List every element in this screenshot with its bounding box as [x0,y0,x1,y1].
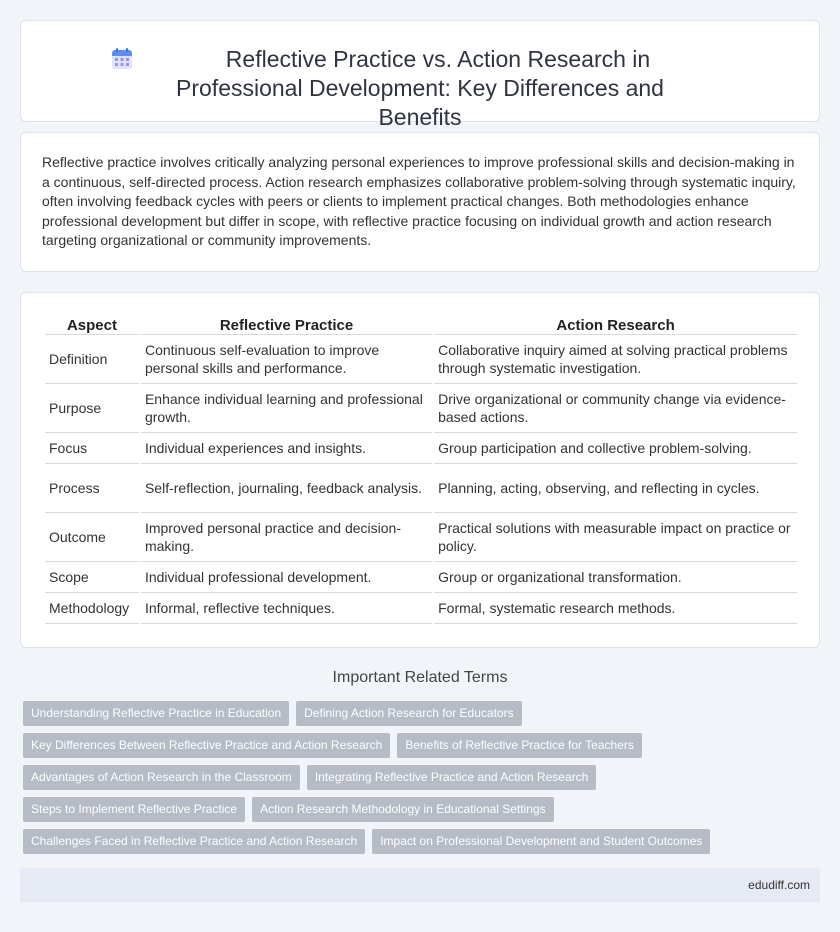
row-action: Practical solutions with measurable impact on practice or policy. [434,513,797,562]
row-reflective: Improved personal practice and decision-making. [141,513,432,562]
header-aspect: Aspect [45,315,139,335]
row-reflective: Individual experiences and insights. [141,433,432,464]
page-title: Reflective Practice vs. Action Research in Professional Development: Key Differences and Benefits [176,46,664,130]
row-reflective: Self-reflection, journaling, feedback analysis. [141,464,432,513]
table-row [45,384,797,433]
related-term-link[interactable]: Impact on Professional Development and Student Outcomes [372,829,710,854]
table-row [45,513,797,562]
row-aspect: Process [45,464,139,513]
row-reflective: Continuous self-evaluation to improve personal skills and performance. [141,335,432,384]
table-row [45,335,797,384]
table-row [45,464,797,513]
row-aspect: Purpose [45,384,139,433]
related-term-link[interactable]: Benefits of Reflective Practice for Teachers [397,733,642,758]
related-term-link[interactable]: Action Research Methodology in Educational Settings [252,797,554,822]
row-action: Planning, acting, observing, and reflecting in cycles. [434,464,797,513]
related-term-link[interactable]: Advantages of Action Research in the Classroom [23,765,300,790]
row-aspect: Outcome [45,513,139,562]
row-reflective: Informal, reflective techniques. [141,593,432,624]
footer-site[interactable]: edudiff.com [748,878,810,892]
related-term-link[interactable]: Steps to Implement Reflective Practice [23,797,245,822]
related-term-link[interactable]: Challenges Faced in Reflective Practice and Action Research [23,829,365,854]
row-reflective: Individual professional development. [141,562,432,593]
related-term-link[interactable]: Integrating Reflective Practice and Action Research [307,765,596,790]
footer [20,868,820,902]
related-term-link[interactable]: Defining Action Research for Educators [296,701,521,726]
row-aspect: Methodology [45,593,139,624]
row-aspect: Focus [45,433,139,464]
title-card [20,20,820,130]
header-reflective-practice: Reflective Practice [141,315,432,335]
row-action: Group participation and collective problem-solving. [434,433,797,464]
comparison-table-card [20,292,820,648]
comparison-table [43,315,799,624]
row-reflective: Enhance individual learning and professional growth. [141,384,432,433]
row-action: Formal, systematic research methods. [434,593,797,624]
related-terms-list [23,701,813,861]
table-row [45,433,797,464]
row-aspect: Definition [45,335,139,384]
related-term-link[interactable]: Understanding Reflective Practice in Education [23,701,289,726]
row-action: Drive organizational or community change via evidence-based actions. [434,384,797,433]
related-term-link[interactable]: Key Differences Between Reflective Practice and Action Research [23,733,390,758]
header-action-research: Action Research [434,315,797,335]
related-terms-title: Important Related Terms [332,669,508,686]
table-row [45,562,797,593]
summary-text: Reflective practice involves critically analyzing personal experiences to improve professional skills and decision-making in a continuous, self-directed process. Action research emphasizes collaborative problem-solving through systematic inquiry, often involving feedback cycles with peers or clients to implement practical changes. Both methodologies enhance professional development but differ in scope, with reflective practice focusing on individual growth and action research targeting organizational or community improvements. [42,154,796,249]
row-aspect: Scope [45,562,139,593]
table-header-row [45,315,797,335]
row-action: Group or organizational transformation. [434,562,797,593]
summary-card [20,132,820,272]
row-action: Collaborative inquiry aimed at solving practical problems through systematic investigation. [434,335,797,384]
table-row [45,593,797,624]
